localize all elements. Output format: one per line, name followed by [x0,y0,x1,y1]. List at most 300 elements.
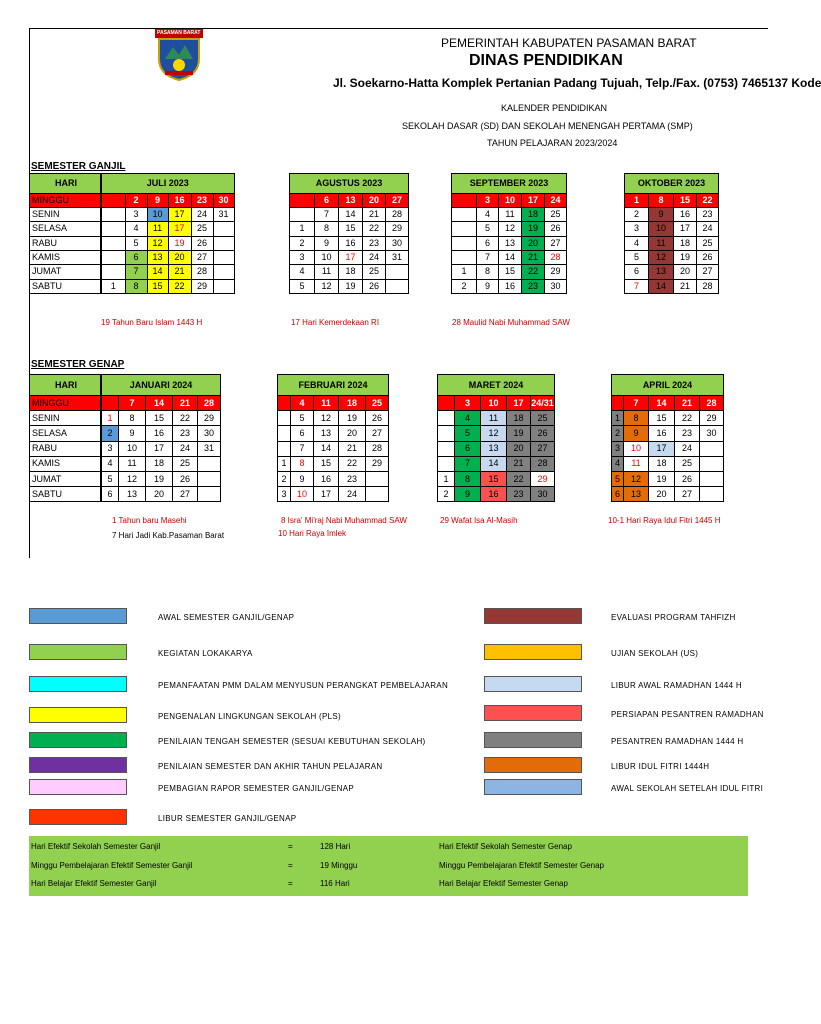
legend-label: LIBUR SEMESTER GANJIL/GENAP [158,814,297,823]
date-cell [277,442,291,457]
date-cell: 13 [624,487,649,502]
date-cell: 5 [291,411,314,426]
date-cell: 2 [101,426,119,441]
date-cell: 2 [624,208,649,222]
date-cell: 15 [499,265,522,279]
date-cell: 25 [545,208,567,222]
date-cell: 7 [624,280,649,294]
date-cell: 17 [507,396,531,411]
legend-swatch [29,644,127,660]
date-cell [277,411,291,426]
date-cell: 4 [126,222,148,236]
date-cell: 13 [499,237,522,251]
date-cell: 8 [649,194,674,208]
date-cell: 7 [455,457,481,472]
date-cell: 3 [624,222,649,236]
date-cell: 3 [289,251,315,265]
date-cell: 22 [169,280,192,294]
date-cell [214,222,235,236]
date-cell: 30 [386,237,409,251]
date-cell: 12 [649,251,674,265]
date-cell: 19 [146,472,173,487]
date-cell: 12 [481,426,507,441]
date-cell: 29 [386,222,409,236]
date-cell [214,280,235,294]
date-cell: 9 [477,280,499,294]
date-cell: 14 [146,396,173,411]
date-cell: 19 [522,222,545,236]
legend-swatch [484,676,582,692]
date-cell: 10 [499,194,522,208]
date-cell [700,487,724,502]
date-cell: 7 [119,396,146,411]
date-cell: 26 [173,472,198,487]
date-cell: 18 [146,457,173,472]
legend-swatch [484,757,582,773]
legend-swatch [484,644,582,660]
date-cell [277,396,291,411]
legend-label: PEMBAGIAN RAPOR SEMESTER GANJIL/GENAP [158,784,355,793]
date-cell: 8 [119,411,146,426]
legend-swatch [29,707,127,723]
month-header: JANUARI 2024 [101,374,221,396]
date-cell: 18 [339,265,363,279]
day-label-senin: SENIN [29,208,101,222]
legend-swatch [29,676,127,692]
holiday-note: 19 Tahun Baru Islam 1443 H [101,318,203,327]
date-cell: 17 [314,487,339,502]
date-cell: 11 [314,396,339,411]
date-cell: 2 [126,194,148,208]
date-cell [451,208,477,222]
date-cell: 25 [363,265,386,279]
date-cell: 5 [624,251,649,265]
date-cell: 26 [545,222,567,236]
date-cell: 2 [437,487,455,502]
date-cell: 11 [649,237,674,251]
date-cell: 11 [481,411,507,426]
summary-right: Hari Belajar Efektif Semester Genap [439,879,568,888]
day-label-rabu: RABU [29,237,101,251]
day-label-minggu: MINGGU [29,194,101,208]
date-cell: 25 [531,411,555,426]
summary-value: 19 Minggu [320,860,358,870]
date-cell: 20 [649,487,675,502]
date-cell: 10 [315,251,339,265]
date-cell [437,457,455,472]
legend-swatch [29,779,127,795]
date-cell: 7 [291,442,314,457]
legend-label: PERSIAPAN PESANTREN RAMADHAN [611,710,764,719]
date-cell: 17 [674,222,697,236]
date-cell: 28 [192,265,214,279]
date-cell: 22 [697,194,719,208]
date-cell: 18 [522,208,545,222]
date-cell: 27 [545,237,567,251]
date-cell: 5 [289,280,315,294]
date-cell: 18 [674,237,697,251]
day-label-selasa: SELASA [29,426,101,441]
legend-label: PEMANFAATAN PMM DALAM MENYUSUN PERANGKAT PEMBELAJARAN [158,681,449,690]
date-cell: 31 [386,251,409,265]
date-cell: 13 [649,265,674,279]
hari-header: HARI [29,173,101,194]
date-cell: 23 [507,487,531,502]
date-cell: 9 [148,194,169,208]
month-header: MARET 2024 [437,374,555,396]
date-cell [101,208,126,222]
date-cell: 3 [277,487,291,502]
legend-swatch [29,809,127,825]
legend-swatch [29,757,127,773]
date-cell: 17 [169,222,192,236]
date-cell: 1 [101,280,126,294]
month-header: SEPTEMBER 2023 [451,173,567,194]
date-cell: 4 [291,396,314,411]
date-cell: 21 [674,280,697,294]
date-cell: 25 [697,237,719,251]
date-cell: 24 [363,251,386,265]
date-cell [198,457,221,472]
date-cell: 4 [611,457,624,472]
date-cell: 23 [522,280,545,294]
date-cell: 16 [169,194,192,208]
summary-eq: = [288,860,293,870]
date-cell: 19 [169,237,192,251]
date-cell: 2 [289,237,315,251]
date-cell: 3 [126,208,148,222]
gov-name: PEMERINTAH KABUPATEN PASAMAN BARAT [441,36,697,50]
date-cell: 20 [507,442,531,457]
date-cell [198,487,221,502]
date-cell: 17 [169,208,192,222]
summary-eq: = [288,879,293,888]
date-cell: 9 [624,426,649,441]
date-cell: 1 [611,411,624,426]
day-label-jumat: JUMAT [29,265,101,279]
date-cell: 28 [531,457,555,472]
date-cell: 27 [697,265,719,279]
date-cell: 10 [119,442,146,457]
date-cell: 21 [173,396,198,411]
date-cell: 16 [674,208,697,222]
date-cell [700,457,724,472]
date-cell: 10 [624,442,649,457]
date-cell: 20 [339,426,366,441]
top-border [29,28,768,29]
date-cell: 15 [649,411,675,426]
date-cell: 28 [198,396,221,411]
date-cell: 11 [148,222,169,236]
date-cell: 6 [126,251,148,265]
date-cell: 28 [366,442,389,457]
date-cell: 29 [366,457,389,472]
date-cell: 6 [315,194,339,208]
date-cell: 9 [119,426,146,441]
legend-swatch [484,608,582,624]
legend-label: KEGIATAN LOKAKARYA [158,649,253,658]
date-cell [101,194,126,208]
date-cell: 29 [700,411,724,426]
date-cell: 17 [339,251,363,265]
legend-label: PESANTREN RAMADHAN 1444 H [611,737,744,746]
date-cell: 3 [455,396,481,411]
date-cell: 8 [315,222,339,236]
date-cell: 19 [339,411,366,426]
month-header: AGUSTUS 2023 [289,173,409,194]
date-cell [198,472,221,487]
date-cell: 5 [126,237,148,251]
date-cell [101,251,126,265]
date-cell: 20 [363,194,386,208]
legend-label: LIBUR IDUL FITRI 1444H [611,762,710,771]
title-year: TAHUN PELAJARAN 2023/2024 [487,138,618,148]
date-cell: 24 [173,442,198,457]
legend-swatch [29,608,127,624]
date-cell [214,265,235,279]
date-cell: 17 [522,194,545,208]
day-label-jumat: JUMAT [29,472,101,487]
date-cell: 21 [675,396,700,411]
date-cell [437,426,455,441]
month-header: APRIL 2024 [611,374,724,396]
date-cell [437,411,455,426]
date-cell: 25 [173,457,198,472]
date-cell: 1 [624,194,649,208]
date-cell: 12 [499,222,522,236]
date-cell [437,442,455,457]
day-label-kamis: KAMIS [29,457,101,472]
date-cell: 1 [451,265,477,279]
date-cell: 19 [674,251,697,265]
date-cell: 17 [146,442,173,457]
date-cell: 6 [455,442,481,457]
day-label-minggu: MINGGU [29,396,101,411]
date-cell: 11 [499,208,522,222]
date-cell: 25 [192,222,214,236]
date-cell: 10 [649,222,674,236]
date-cell: 30 [214,194,235,208]
legend-label: AWAL SEMESTER GANJIL/GENAP [158,613,295,622]
holiday-note: 29 Wafat Isa Al-Masih [440,516,518,525]
date-cell: 18 [507,411,531,426]
date-cell: 1 [277,457,291,472]
date-cell: 30 [531,487,555,502]
date-cell: 6 [624,265,649,279]
date-cell [366,487,389,502]
holiday-note: 7 Hari Jadi Kab.Pasaman Barat [112,531,225,540]
date-cell [611,396,624,411]
date-cell: 29 [198,411,221,426]
date-cell: 20 [674,265,697,279]
address: Jl. Soekarno-Hatta Komplek Pertanian Padang Tujuah, Telp./Fax. (0753) 7465137 Kode [333,76,821,90]
date-cell: 9 [649,208,674,222]
date-cell: 14 [148,265,169,279]
summary-right: Minggu Pembelajaran Efektif Semester Genap [439,860,604,870]
holiday-note: 10 Hari Raya Imlek [278,529,347,538]
date-cell: 22 [675,411,700,426]
date-cell: 27 [366,426,389,441]
date-cell: 10 [148,208,169,222]
date-cell: 8 [291,457,314,472]
date-cell: 28 [697,280,719,294]
date-cell: 6 [477,237,499,251]
date-cell: 5 [455,426,481,441]
date-cell: 26 [531,426,555,441]
date-cell [386,265,409,279]
date-cell: 27 [531,442,555,457]
day-label-rabu: RABU [29,442,101,457]
date-cell: 2 [277,472,291,487]
day-label-selasa: SELASA [29,222,101,236]
date-cell: 7 [126,265,148,279]
date-cell: 1 [289,222,315,236]
date-cell: 23 [697,208,719,222]
legend-label: EVALUASI PROGRAM TAHFIZH [611,613,736,622]
date-cell: 27 [173,487,198,502]
date-cell: 22 [339,457,366,472]
date-cell: 14 [649,396,675,411]
date-cell [700,442,724,457]
date-cell: 19 [339,280,363,294]
day-label-senin: SENIN [29,411,101,426]
date-cell: 11 [119,457,146,472]
date-cell: 31 [214,208,235,222]
date-cell: 12 [314,411,339,426]
date-cell: 23 [339,472,366,487]
legend-label: UJIAN SEKOLAH (US) [611,649,699,658]
date-cell: 3 [611,442,624,457]
date-cell: 19 [649,472,675,487]
legend-label: AWAL SEKOLAH SETELAH IDUL FITRI [611,784,764,793]
date-cell: 12 [624,472,649,487]
date-cell: 25 [675,457,700,472]
dept-name: DINAS PENDIDIKAN [469,52,623,69]
date-cell: 20 [169,251,192,265]
date-cell: 7 [624,396,649,411]
date-cell: 14 [339,208,363,222]
date-cell: 18 [339,396,366,411]
summary-left: Hari Belajar Efektif Semester Ganjil [31,879,157,888]
date-cell [101,222,126,236]
summary-left: Minggu Pembelajaran Efektif Semester Ganjil [31,860,193,870]
summary-eq: = [288,842,293,851]
date-cell: 27 [386,194,409,208]
date-cell: 15 [314,457,339,472]
date-cell: 15 [146,411,173,426]
date-cell: 21 [363,208,386,222]
date-cell: 15 [674,194,697,208]
date-cell: 29 [531,472,555,487]
legend-label: LIBUR AWAL RAMADHAN 1444 H [611,681,742,690]
date-cell: 5 [101,472,119,487]
summary-value: 128 Hari [320,842,351,851]
holiday-note: 8 Isra' Mi'raj Nabi Muhammad SAW [281,516,407,525]
date-cell: 1 [437,472,455,487]
date-cell: 26 [192,237,214,251]
date-cell: 2 [451,280,477,294]
month-header: OKTOBER 2023 [624,173,719,194]
summary-right: Hari Efektif Sekolah Semester Genap [439,842,572,851]
date-cell: 28 [700,396,724,411]
day-label-kamis: KAMIS [29,251,101,265]
date-cell: 30 [700,426,724,441]
summary-block [29,836,748,896]
date-cell: 20 [522,237,545,251]
date-cell: 2 [611,426,624,441]
date-cell [451,251,477,265]
legend-label: PENILAIAN SEMESTER DAN AKHIR TAHUN PELAJARAN [158,762,383,771]
date-cell: 29 [545,265,567,279]
date-cell: 21 [507,457,531,472]
date-cell: 14 [499,251,522,265]
date-cell: 15 [481,472,507,487]
date-cell: 14 [314,442,339,457]
date-cell: 13 [481,442,507,457]
date-cell: 13 [119,487,146,502]
date-cell: 30 [198,426,221,441]
legend-swatch [29,732,127,748]
date-cell [101,265,126,279]
date-cell: 24 [697,222,719,236]
date-cell: 21 [339,442,366,457]
legend-label: PENGENALAN LINGKUNGAN SEKOLAH (PLS) [158,712,341,721]
date-cell: 16 [314,472,339,487]
holiday-note: 10-1 Hari Raya Idul Fitri 1445 H [608,516,721,525]
date-cell: 16 [649,426,675,441]
date-cell: 16 [146,426,173,441]
date-cell: 26 [366,411,389,426]
date-cell [700,472,724,487]
legend-swatch [484,705,582,721]
date-cell: 24 [675,442,700,457]
date-cell: 1 [101,411,119,426]
day-label-sabtu: SABTU [29,280,101,294]
date-cell [214,237,235,251]
month-header: FEBRUARI 2024 [277,374,389,396]
date-cell: 15 [339,222,363,236]
date-cell: 7 [477,251,499,265]
date-cell: 23 [363,237,386,251]
date-cell: 11 [315,265,339,279]
date-cell: 28 [545,251,567,265]
date-cell: 27 [675,487,700,502]
date-cell: 26 [697,251,719,265]
date-cell: 21 [522,251,545,265]
date-cell: 9 [455,487,481,502]
date-cell: 23 [173,426,198,441]
month-header: JULI 2023 [101,173,235,194]
date-cell: 17 [649,442,675,457]
date-cell: 26 [363,280,386,294]
logo-text: PASAMAN BARAT [157,30,201,36]
semester-ganjil-title: SEMESTER GANJIL [31,161,126,172]
legend-label: PENILAIAN TENGAH SEMESTER (SESUAI KEBUTUHAN SEKOLAH) [158,737,426,746]
date-cell: 22 [507,472,531,487]
date-cell [214,251,235,265]
date-cell: 22 [522,265,545,279]
holiday-note: 1 Tahun baru Masehi [112,516,187,525]
date-cell: 6 [291,426,314,441]
date-cell: 13 [148,251,169,265]
date-cell [437,396,455,411]
date-cell: 23 [675,426,700,441]
date-cell: 16 [339,237,363,251]
date-cell: 12 [315,280,339,294]
date-cell: 20 [146,487,173,502]
title-kalender: KALENDER PENDIDIKAN [501,103,608,113]
date-cell [366,472,389,487]
